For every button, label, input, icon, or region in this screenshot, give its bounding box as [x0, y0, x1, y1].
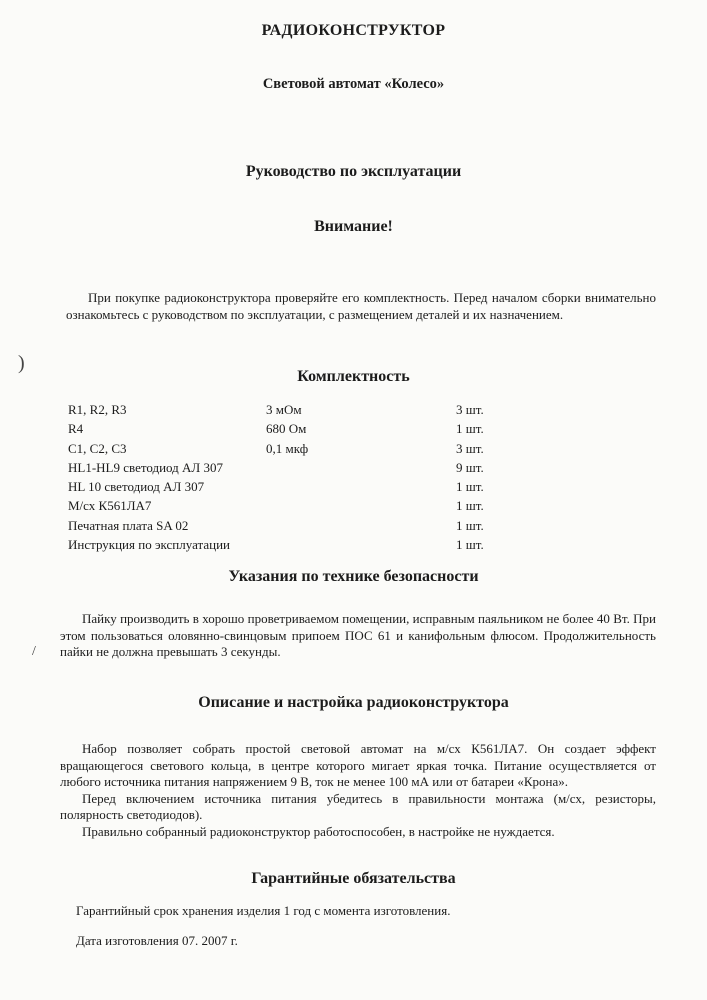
kit-row: [68, 496, 498, 515]
kit-item-qty: 1 шт.: [456, 537, 484, 553]
kit-item-qty: 9 шт.: [456, 459, 484, 475]
product-name: Световой автомат «Колесо»: [262, 76, 445, 92]
kit-item-value: 680 Ом: [266, 421, 307, 437]
safety-heading: Указания по технике безопасности: [228, 568, 479, 585]
scan-mark: /: [32, 644, 36, 659]
kit-item-name: Инструкция по эксплуатации: [68, 537, 230, 553]
kit-heading: Комплектность: [297, 368, 410, 385]
kit-item-qty: 1 шт.: [456, 498, 484, 514]
intro-text: При покупке радиоконструктора проверяйте его комплектность. Перед началом сборки внимательно ознакомьтесь с руководством по эксплуатации, с размещением деталей и их назначением.: [66, 290, 656, 322]
warranty-term: Гарантийный срок хранения изделия 1 год с момента изготовления.: [76, 903, 451, 918]
kit-item-value: 3 мОм: [266, 402, 302, 417]
description-text-1: Набор позволяет собрать простой световой автомат на м/сх К561ЛА7. Он создает эффект вращающегося светового кольца, в центре которого мигает яркая точка. Питание осуществляется от любого источника питания напряжением 9 В, ток не менее 100 мА или от батареи «Крона».: [60, 741, 656, 789]
kit-item-name: C1, C2, C3: [68, 440, 127, 456]
manual-heading: Руководство по эксплуатации: [245, 163, 462, 180]
kit-list: [68, 400, 498, 554]
kit-row: [68, 516, 498, 535]
kit-row: [68, 400, 498, 419]
warranty-heading: Гарантийные обязательства: [251, 870, 456, 887]
kit-item-value: 0,1 мкф: [266, 440, 309, 456]
intro-paragraph: [66, 290, 656, 323]
safety-paragraph: [60, 611, 656, 661]
kit-item-name: Печатная плата SA 02: [68, 517, 189, 533]
description-heading: Описание и настройка радиоконструктора: [198, 694, 509, 711]
kit-row: [68, 477, 498, 496]
kit-item-name: HL1-HL9 светодиод АЛ 307: [68, 459, 223, 475]
kit-item-qty: 3 шт.: [456, 440, 484, 456]
document-title: РАДИОКОНСТРУКТОР: [261, 22, 446, 39]
kit-row: [68, 458, 498, 477]
kit-row: [68, 419, 498, 438]
description-paragraph: [60, 741, 656, 840]
manufacture-date: Дата изготовления 07. 2007 г.: [76, 933, 238, 948]
scan-mark: ): [18, 352, 25, 374]
kit-item-name: R1, R2, R3: [68, 402, 127, 417]
attention-heading: Внимание!: [314, 218, 393, 235]
kit-item-name: М/сх К561ЛА7: [68, 498, 152, 514]
safety-text: Пайку производить в хорошо проветриваемом помещении, исправным паяльником не более 40 Вт. При этом пользоваться оловянно-свинцовым припоем ПОС 61 и канифольным флюсом. Продолжительность пайки не должна превышать 3 секунды.: [60, 611, 656, 659]
kit-item-qty: 1 шт.: [456, 421, 484, 437]
kit-item-name: R4: [68, 421, 84, 437]
description-text-3: Правильно собранный радиоконструктор работоспособен, в настройке не нуждается.: [82, 823, 555, 839]
kit-item-qty: 1 шт.: [456, 517, 484, 533]
kit-item-qty: 1 шт.: [456, 479, 484, 495]
kit-row: [68, 439, 498, 458]
kit-item-name: HL 10 светодиод АЛ 307: [68, 479, 205, 495]
description-text-2: Перед включением источника питания убедитесь в правильности монтажа (м/сх, резисторы, полярность светодиодов).: [60, 790, 656, 822]
kit-item-qty: 3 шт.: [456, 402, 484, 417]
kit-row: [68, 535, 498, 554]
